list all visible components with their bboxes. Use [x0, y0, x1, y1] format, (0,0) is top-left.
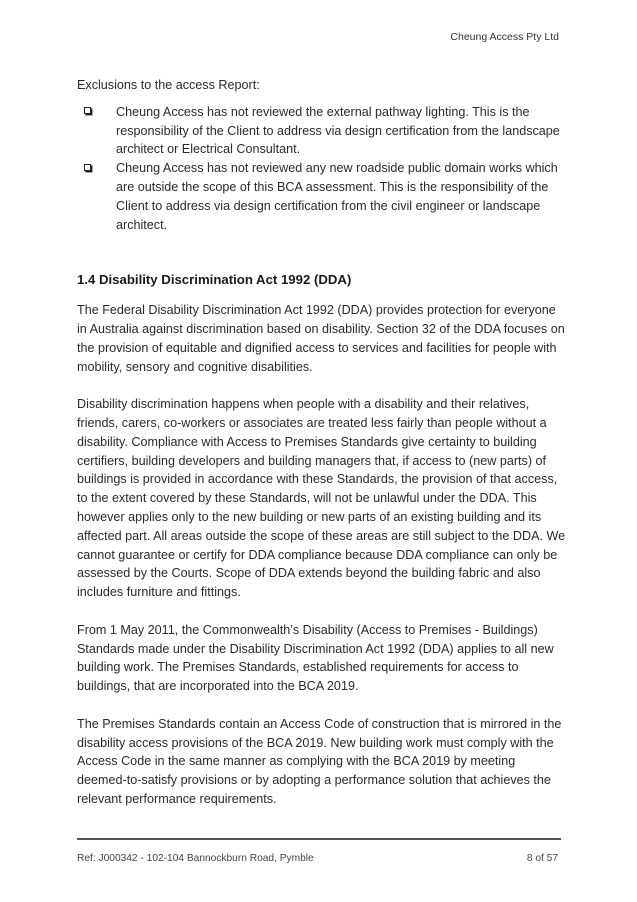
page-content: [77, 76, 567, 809]
list-item-text: Cheung Access has not reviewed any new roadside public domain works which are outside the scope of this BCA assessment. This is the responsibility of the Client to address via design certification from the civil engineer or landscape architect.: [116, 161, 558, 232]
section-heading: 1.4 Disability Discrimination Act 1992 (DDA): [77, 272, 352, 288]
footer-reference: Ref: J000342 - 102-104 Bannockburn Road, Pymble: [77, 853, 314, 864]
checkbox-bullet-icon: [84, 107, 91, 114]
paragraph: The Federal Disability Discrimination Act 1992 (DDA) provides protection for everyone in Australia against discrimination based on disability. Section 32 of the DDA focuses on the provision of equitable and dignified access to services and facilities for people with mobility, sensory and cognitive disabilities.: [77, 303, 565, 374]
footer-divider: [77, 838, 561, 840]
page-number: 8 of 57: [526, 853, 558, 864]
exclusions-list: [77, 103, 567, 235]
checkbox-bullet-icon: [84, 164, 91, 171]
paragraph: From 1 May 2011, the Commonwealth’s Disability (Access to Premises - Buildings) Standards made under the Disability Discrimination Act 1992 (DDA) applies to all new building work. The Premises Standards, established requirements for access to buildings, that are incorporated into the BCA 2019.: [77, 622, 554, 694]
paragraph: Disability discrimination happens when people with a disability and their relatives, friends, carers, co-workers or associates are treated less fairly than people without a disability. Compliance with Access to Premises Standards give certainty to building certifiers, building developers and building managers that, if access to (new parts) of buildings is provided in accordance with these Standards, the provision of that access, to the extent covered by these Standards, will not be unlawful under the DDA. This however applies only to the new building or new parts of an existing building and its affected part. All areas outside the scope of these areas are still subject to the DDA. We cannot guarantee or certify for DDA compliance because DDA compliance can only be assessed by the Courts. Scope of DDA extends beyond the building fabric and also includes furniture and fittings.: [77, 397, 566, 600]
list-item: [77, 103, 567, 159]
paragraph: The Premises Standards contain an Access Code of construction that is mirrored in the disability access provisions of the BCA 2019. New building work must comply with the Access Code in the same manner as complying with the BCA 2019 by meeting deemed-to-satisfy provisions or by adopting a performance solution that achieves the relevant performance requirements.: [77, 716, 562, 806]
list-item: [77, 159, 567, 234]
exclusions-intro: Exclusions to the access Report:: [77, 78, 260, 92]
list-item-text: Cheung Access has not reviewed the external pathway lighting. This is the responsibility of the Client to address via design certification from the landscape architect or Electrical Consultant.: [116, 104, 560, 157]
header-company-name: Cheung Access Pty Ltd: [450, 31, 559, 43]
